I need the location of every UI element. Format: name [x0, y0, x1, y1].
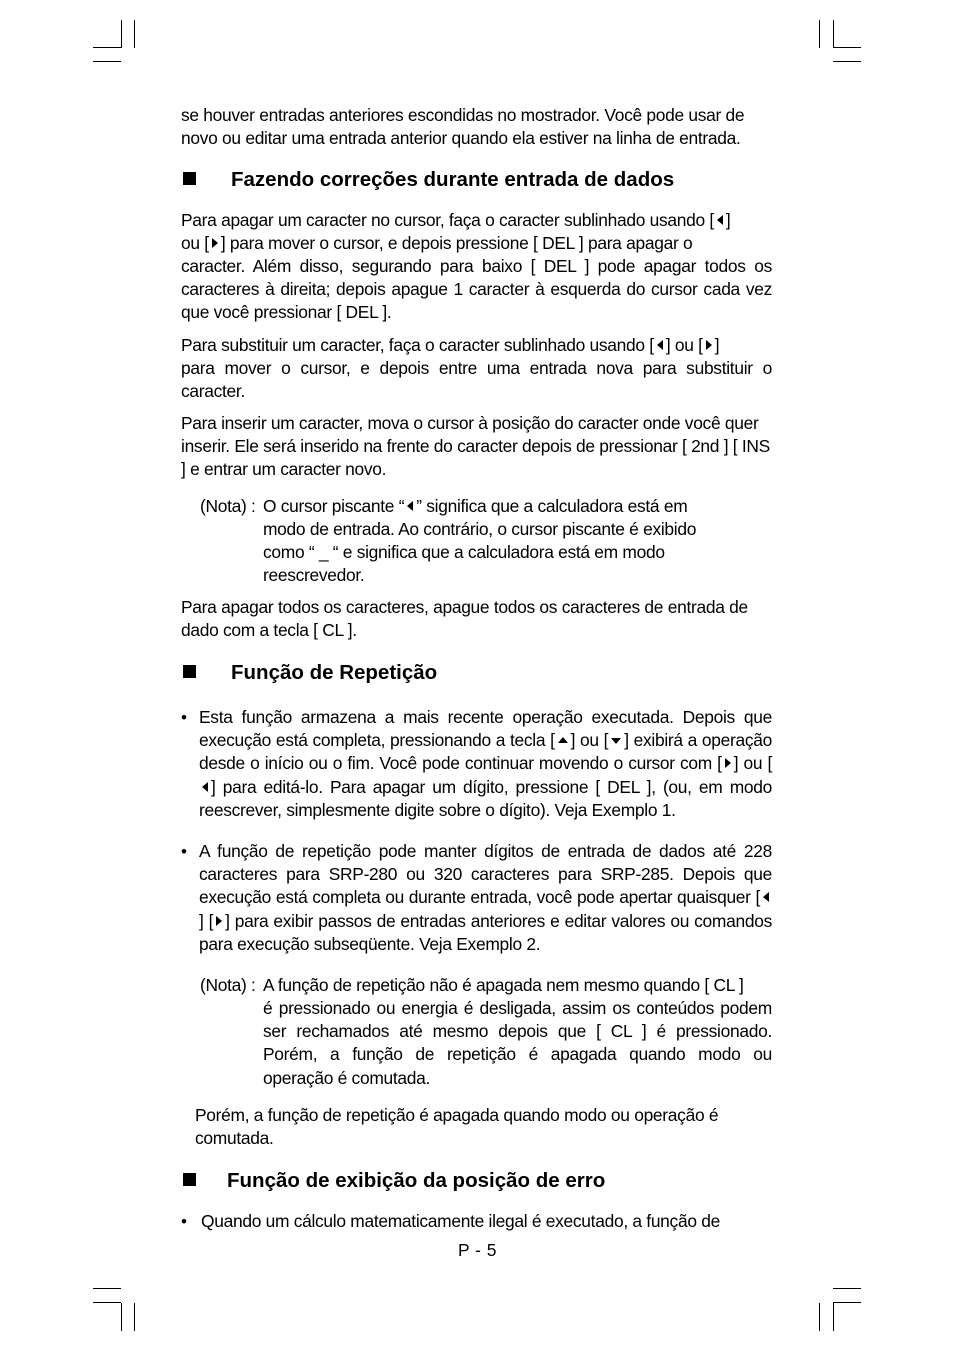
arrow-right-icon	[706, 340, 712, 350]
note-replay-rest: é pressionado ou energia é desligada, assim os conteúdos podem ser rechamados até mesmo depois que [ CL ] é pressionado. Porém, a função de repetição é apagada quando modo ou operação é comutada.	[263, 998, 772, 1088]
arrow-right-icon	[725, 758, 731, 768]
paragraph-delete-char-line1: Para apagar um caracter no cursor, faça o caracter sublinhado usando [ ]	[181, 210, 731, 230]
intro-line-2: novo ou editar uma entrada anterior quando ela estiver na linha de entrada.	[181, 128, 741, 148]
paragraph-replace-char-rest: para mover o cursor, e depois entre uma entrada nova para substituir o caracter.	[181, 358, 772, 402]
section-heading-replay: Função de Repetição	[231, 661, 438, 684]
note-cursor-rest: modo de entrada. Ao contrário, o cursor piscante é exibido como “ _ “ e significa que a calculadora está em modo reescrevedor.	[263, 519, 697, 586]
section-bullet-square	[183, 1173, 196, 1186]
note-replay-line1: A função de repetição não é apagada nem mesmo quando [ CL ]	[263, 975, 744, 995]
bullet-replay-store: Esta função armazena a mais recente operação executada. Depois que execução está completa, pressionando a tecla [ ] ou [ ] exibirá a operação desde o início ou o fim. Você pode continuar movendo o cursor com [ ] ou [] para editá-lo. Para apagar um dígito, pressione [ DEL ], (ou, em modo reescrever, simplesmente digite sobre o dígito). Veja Exemplo 1.	[199, 707, 773, 820]
paragraph-replay-cleared: Porém, a função de repetição é apagada quando modo ou operação é comutada.	[195, 1105, 719, 1149]
note-label: (Nota) :	[200, 496, 256, 516]
section-heading-corrections: Fazendo correções durante entrada de dados	[231, 168, 675, 191]
bullet-dot: •	[181, 1212, 187, 1231]
note-cursor-line1: O cursor piscante “ ” significa que a calculadora está em	[263, 496, 688, 516]
paragraph-replace-char-line1: Para substituir um caracter, faça o caracter sublinhado usando [ ] ou [ ]	[181, 335, 720, 355]
crop-mark	[833, 1303, 834, 1331]
crop-mark	[93, 61, 121, 62]
arrow-up-icon	[558, 737, 568, 743]
arrow-left-icon	[717, 215, 723, 225]
crop-mark	[833, 61, 861, 62]
crop-mark	[121, 20, 122, 48]
section-bullet-square	[183, 665, 196, 678]
crop-mark	[134, 1303, 135, 1331]
cursor-left-icon	[407, 501, 413, 511]
crop-mark	[93, 1288, 121, 1289]
crop-mark	[121, 1303, 122, 1331]
crop-mark	[833, 1288, 861, 1289]
arrow-right-icon	[216, 916, 222, 926]
page-number: P - 5	[458, 1240, 497, 1260]
crop-mark	[833, 20, 834, 48]
section-heading-error-position: Função de exibição da posição de erro	[227, 1169, 606, 1192]
paragraph-clear-all: Para apagar todos os caracteres, apague todos os caracteres de entrada de dado com a tecla [ CL ].	[181, 597, 748, 641]
arrow-left-icon	[763, 892, 769, 902]
crop-mark	[134, 20, 135, 48]
crop-mark	[819, 20, 820, 48]
bullet-replay-capacity: A função de repetição pode manter dígitos de entrada de dados até 228 caracteres para SRP-280 ou 320 caracteres para SRP-285. Depois que execução está completa ou durante entrada, você pode apertar quaisquer [] [ ] para exibir passos de entradas anteriores e editar valores ou comandos para execução subseqüente. Veja Exemplo 2.	[199, 841, 772, 954]
section-bullet-square	[183, 172, 196, 185]
crop-mark	[833, 1302, 861, 1303]
arrow-right-icon	[212, 238, 218, 248]
arrow-down-icon	[611, 738, 621, 744]
crop-mark	[819, 1303, 820, 1331]
intro-line-1: se houver entradas anteriores escondidas no mostrador. Você pode usar de	[181, 105, 745, 125]
bullet-error-position: Quando um cálculo matematicamente ilegal é executado, a função de	[201, 1211, 720, 1231]
note-label: (Nota) :	[200, 975, 256, 995]
arrow-left-icon	[657, 340, 663, 350]
crop-mark	[93, 47, 121, 48]
bullet-dot: •	[181, 708, 187, 727]
paragraph-delete-char-rest: caracter. Além disso, segurando para baixo [ DEL ] pode apagar todos os caracteres à direita; depois apague 1 caracter à esquerda do cursor cada vez que você pressionar [ DEL ].	[181, 256, 772, 323]
paragraph-delete-char-line2: ou [ ] para mover o cursor, e depois pressione [ DEL ] para apagar o	[181, 233, 693, 253]
paragraph-insert-char: Para inserir um caracter, mova o cursor à posição do caracter onde você quer inserir. Ele será inserido na frente do caracter depois de pressionar [ 2nd ] [ INS ] e entrar um caracter novo.	[181, 413, 770, 480]
arrow-left-icon	[202, 782, 208, 792]
bullet-dot: •	[181, 842, 187, 861]
crop-mark	[833, 47, 861, 48]
crop-mark	[93, 1302, 121, 1303]
